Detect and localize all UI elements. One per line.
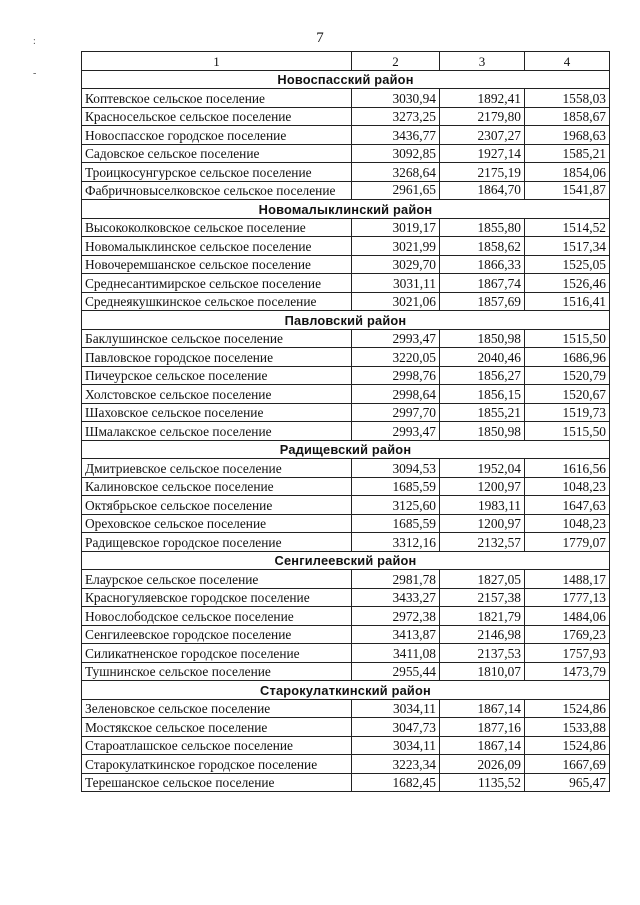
settlement-name: Елаурское сельское поселение (82, 570, 352, 589)
value-cell-c2: 2993,47 (352, 422, 440, 441)
value-cell-c2: 2998,64 (352, 385, 440, 404)
page-number: 7 (316, 30, 324, 46)
value-cell-c4: 1769,23 (525, 625, 610, 644)
value-cell-c2: 3273,25 (352, 107, 440, 126)
table-row (82, 163, 610, 182)
value-cell-c2: 2993,47 (352, 329, 440, 348)
table-body (82, 52, 610, 792)
table-row (82, 496, 610, 515)
value-cell-c3: 1952,04 (440, 459, 525, 478)
value-cell-c4: 1473,79 (525, 662, 610, 681)
table-row (82, 144, 610, 163)
table-row (82, 292, 610, 311)
column-number: 2 (352, 52, 440, 71)
value-cell-c3: 1867,14 (440, 736, 525, 755)
settlement-name: Сенгилеевское городское поселение (82, 625, 352, 644)
value-cell-c2: 2998,76 (352, 366, 440, 385)
value-cell-c3: 2137,53 (440, 644, 525, 663)
value-cell-c2: 3030,94 (352, 89, 440, 108)
value-cell-c4: 965,47 (525, 773, 610, 792)
value-cell-c2: 3433,27 (352, 588, 440, 607)
value-cell-c4: 1516,41 (525, 292, 610, 311)
value-cell-c3: 2026,09 (440, 755, 525, 774)
value-cell-c3: 1821,79 (440, 607, 525, 626)
value-cell-c4: 1558,03 (525, 89, 610, 108)
value-cell-c4: 1524,86 (525, 736, 610, 755)
value-cell-c2: 3312,16 (352, 533, 440, 552)
settlement-name: Фабричновыселковское сельское поселение (82, 181, 352, 200)
column-number: 3 (440, 52, 525, 71)
value-cell-c2: 3034,11 (352, 699, 440, 718)
table-row (82, 477, 610, 496)
settlement-name: Силикатненское городское поселение (82, 644, 352, 663)
settlement-name: Терешанское сельское поселение (82, 773, 352, 792)
value-cell-c4: 1048,23 (525, 477, 610, 496)
value-cell-c2: 3125,60 (352, 496, 440, 515)
table-row (82, 514, 610, 533)
margin-mark: - (33, 68, 37, 79)
column-number: 1 (82, 52, 352, 71)
table-row (82, 773, 610, 792)
table-row (82, 218, 610, 237)
value-cell-c2: 1682,45 (352, 773, 440, 792)
value-cell-c3: 1867,74 (440, 274, 525, 293)
settlement-name: Павловское городское поселение (82, 348, 352, 367)
district-row (82, 551, 610, 570)
value-cell-c4: 1520,67 (525, 385, 610, 404)
district-row (82, 70, 610, 89)
value-cell-c3: 1827,05 (440, 570, 525, 589)
value-cell-c2: 3019,17 (352, 218, 440, 237)
value-cell-c3: 1892,41 (440, 89, 525, 108)
value-cell-c3: 2175,19 (440, 163, 525, 182)
value-cell-c2: 3220,05 (352, 348, 440, 367)
settlement-name: Новомалыклинское сельское поселение (82, 237, 352, 256)
table-row (82, 89, 610, 108)
table-row (82, 736, 610, 755)
value-cell-c2: 3094,53 (352, 459, 440, 478)
value-cell-c2: 3092,85 (352, 144, 440, 163)
value-cell-c2: 3223,34 (352, 755, 440, 774)
value-cell-c4: 1514,52 (525, 218, 610, 237)
settlement-name: Шаховское сельское поселение (82, 403, 352, 422)
value-cell-c4: 1525,05 (525, 255, 610, 274)
table-row (82, 588, 610, 607)
value-cell-c3: 1983,11 (440, 496, 525, 515)
value-cell-c2: 1685,59 (352, 514, 440, 533)
value-cell-c2: 3047,73 (352, 718, 440, 737)
value-cell-c3: 1810,07 (440, 662, 525, 681)
value-cell-c4: 1515,50 (525, 329, 610, 348)
table-row (82, 348, 610, 367)
table-row (82, 403, 610, 422)
value-cell-c3: 1866,33 (440, 255, 525, 274)
value-cell-c3: 1850,98 (440, 329, 525, 348)
table-row (82, 607, 610, 626)
table-row (82, 644, 610, 663)
settlement-name: Пичеурское сельское поселение (82, 366, 352, 385)
settlement-name: Среднеякушкинское сельское поселение (82, 292, 352, 311)
table-row (82, 718, 610, 737)
value-cell-c4: 1515,50 (525, 422, 610, 441)
value-cell-c3: 2132,57 (440, 533, 525, 552)
column-number-row (82, 52, 610, 71)
table-row (82, 570, 610, 589)
settlement-name: Красногуляевское городское поселение (82, 588, 352, 607)
table-row (82, 662, 610, 681)
district-heading: Новомалыклинский район (82, 200, 610, 219)
value-cell-c2: 3436,77 (352, 126, 440, 145)
value-cell-c4: 1517,34 (525, 237, 610, 256)
table-row (82, 181, 610, 200)
value-cell-c4: 1488,17 (525, 570, 610, 589)
table-row (82, 255, 610, 274)
value-cell-c4: 1048,23 (525, 514, 610, 533)
district-row (82, 440, 610, 459)
table-row (82, 459, 610, 478)
value-cell-c4: 1854,06 (525, 163, 610, 182)
value-cell-c4: 1616,56 (525, 459, 610, 478)
value-cell-c2: 2961,65 (352, 181, 440, 200)
settlement-name: Новослободское сельское поселение (82, 607, 352, 626)
value-cell-c2: 1685,59 (352, 477, 440, 496)
district-heading: Радищевский район (82, 440, 610, 459)
value-cell-c4: 1526,46 (525, 274, 610, 293)
settlement-name: Октябрьское сельское поселение (82, 496, 352, 515)
table-row (82, 366, 610, 385)
table-row (82, 329, 610, 348)
table-row (82, 625, 610, 644)
settlement-name: Зеленовское сельское поселение (82, 699, 352, 718)
table-row (82, 274, 610, 293)
settlement-name: Шмалакское сельское поселение (82, 422, 352, 441)
settlement-name: Холстовское сельское поселение (82, 385, 352, 404)
value-cell-c3: 1855,21 (440, 403, 525, 422)
settlement-name: Среднесантимирское сельское поселение (82, 274, 352, 293)
value-cell-c4: 1777,13 (525, 588, 610, 607)
value-cell-c3: 1927,14 (440, 144, 525, 163)
settlement-name: Высококолковское сельское поселение (82, 218, 352, 237)
value-cell-c3: 1850,98 (440, 422, 525, 441)
value-cell-c4: 1533,88 (525, 718, 610, 737)
value-cell-c4: 1524,86 (525, 699, 610, 718)
value-cell-c3: 2146,98 (440, 625, 525, 644)
value-cell-c4: 1858,67 (525, 107, 610, 126)
settlement-name: Новоспасское городское поселение (82, 126, 352, 145)
value-cell-c4: 1779,07 (525, 533, 610, 552)
value-cell-c2: 3021,99 (352, 237, 440, 256)
column-number: 4 (525, 52, 610, 71)
district-heading: Павловский район (82, 311, 610, 330)
settlement-name: Коптевское сельское поселение (82, 89, 352, 108)
value-cell-c3: 1857,69 (440, 292, 525, 311)
value-cell-c3: 1877,16 (440, 718, 525, 737)
value-cell-c2: 2972,38 (352, 607, 440, 626)
settlement-name: Новочеремшанское сельское поселение (82, 255, 352, 274)
table-row (82, 107, 610, 126)
value-cell-c2: 2981,78 (352, 570, 440, 589)
value-cell-c4: 1647,63 (525, 496, 610, 515)
settlement-name: Садовское сельское поселение (82, 144, 352, 163)
value-cell-c2: 3411,08 (352, 644, 440, 663)
value-cell-c2: 3021,06 (352, 292, 440, 311)
table-row (82, 699, 610, 718)
value-cell-c3: 1200,97 (440, 477, 525, 496)
table-row (82, 755, 610, 774)
district-heading: Новоспасский район (82, 70, 610, 89)
settlement-name: Троицкосунгурское сельское поселение (82, 163, 352, 182)
value-cell-c4: 1757,93 (525, 644, 610, 663)
settlement-name: Мостякское сельское поселение (82, 718, 352, 737)
settlement-name: Баклушинское сельское поселение (82, 329, 352, 348)
table-row (82, 385, 610, 404)
settlement-name: Тушнинское сельское поселение (82, 662, 352, 681)
value-cell-c4: 1585,21 (525, 144, 610, 163)
value-cell-c3: 1867,14 (440, 699, 525, 718)
value-cell-c3: 1200,97 (440, 514, 525, 533)
value-cell-c2: 2955,44 (352, 662, 440, 681)
value-cell-c2: 3031,11 (352, 274, 440, 293)
value-cell-c3: 1856,27 (440, 366, 525, 385)
settlement-name: Старокулаткинское городское поселение (82, 755, 352, 774)
settlement-name: Радищевское городское поселение (82, 533, 352, 552)
value-cell-c3: 2307,27 (440, 126, 525, 145)
value-cell-c2: 2997,70 (352, 403, 440, 422)
settlement-name: Ореховское сельское поселение (82, 514, 352, 533)
margin-mark: : (33, 36, 36, 47)
district-row (82, 681, 610, 700)
value-cell-c3: 1855,80 (440, 218, 525, 237)
district-row (82, 200, 610, 219)
table-row (82, 422, 610, 441)
value-cell-c3: 1856,15 (440, 385, 525, 404)
settlement-name: Калиновское сельское поселение (82, 477, 352, 496)
settlement-name: Красносельское сельское поселение (82, 107, 352, 126)
value-cell-c4: 1519,73 (525, 403, 610, 422)
value-cell-c4: 1667,69 (525, 755, 610, 774)
value-cell-c3: 2179,80 (440, 107, 525, 126)
value-cell-c4: 1484,06 (525, 607, 610, 626)
tariff-table (81, 51, 610, 792)
value-cell-c2: 3268,64 (352, 163, 440, 182)
table-row (82, 237, 610, 256)
value-cell-c3: 1135,52 (440, 773, 525, 792)
value-cell-c4: 1520,79 (525, 366, 610, 385)
district-row (82, 311, 610, 330)
value-cell-c4: 1968,63 (525, 126, 610, 145)
district-heading: Сенгилеевский район (82, 551, 610, 570)
settlement-name: Староатлашское сельское поселение (82, 736, 352, 755)
table-row (82, 126, 610, 145)
value-cell-c3: 1858,62 (440, 237, 525, 256)
settlement-name: Дмитриевское сельское поселение (82, 459, 352, 478)
value-cell-c2: 3413,87 (352, 625, 440, 644)
district-heading: Старокулаткинский район (82, 681, 610, 700)
value-cell-c3: 1864,70 (440, 181, 525, 200)
value-cell-c3: 2040,46 (440, 348, 525, 367)
value-cell-c2: 3034,11 (352, 736, 440, 755)
value-cell-c3: 2157,38 (440, 588, 525, 607)
value-cell-c4: 1686,96 (525, 348, 610, 367)
value-cell-c4: 1541,87 (525, 181, 610, 200)
value-cell-c2: 3029,70 (352, 255, 440, 274)
table-row (82, 533, 610, 552)
